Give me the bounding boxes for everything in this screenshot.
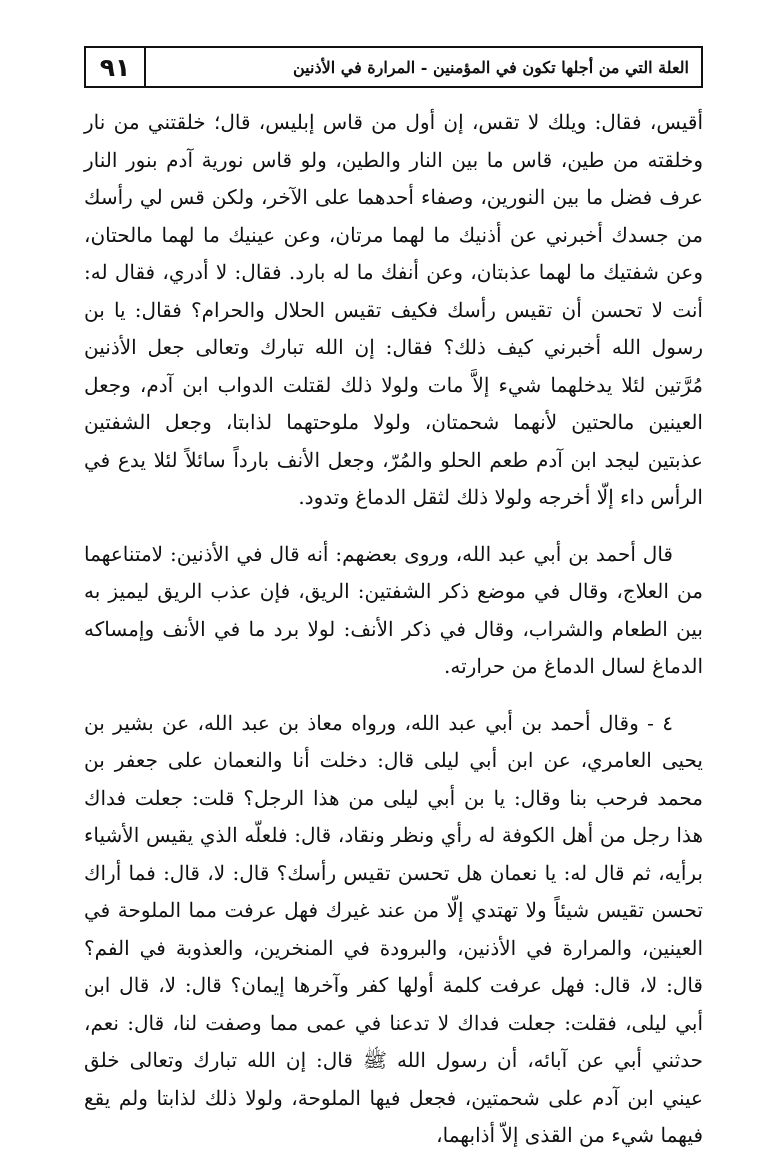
paragraph-3: ٤ - وقال أحمد بن أبي عبد الله، ورواه معاذ بن عبد الله، عن بشير بن يحيى العامري، عن ابن أبي ليلى قال: دخلت أنا والنعمان على جعفر بن محمد فرحب بنا وقال: يا بن أبي ليلى من هذا الرجل؟ قلت: جعلت فداك هذا رجل من أهل الكوفة له رأي ونظر ونقاد، قال: فلعلّه الذي يقيس الأشياء برأيه، ثم قال له: يا نعمان هل تحسن تقيس رأسك؟ قال: لا، قال: فما أراك تحسن تقيس شيئاً ولا تهتدي إلّا من عند غيرك فهل عرفت مما الملوحة في العينين، والمرارة في الأذنين، والبرودة في المنخرين، والعذوبة في الفم؟ قال: لا، قال: فهل عرفت كلمة أولها كفر وآخرها إيمان؟ قال: لا، قال ابن أبي ليلى، فقلت: جعلت فداك لا تدعنا في عمى مما وصفت لنا، قال: نعم، حدثني أبي عن آبائه، أن رسول الله ﷺ قال: إن الله تبارك وتعالى خلق عيني ابن آدم على شحمتين، فجعل فيها الملوحة، ولولا ذلك لذابتا ولم يقع فيهما شيء من القذى إلاّ أذابهما، [84,710,703,1147]
paragraph-2: قال أحمد بن أبي عبد الله، وروى بعضهم: أنه قال في الأذنين: لامتناعهما من العلاج، وقال في موضع ذكر الشفتين: الريق، فإن عذب الريق ليميز به بين الطعام والشراب، وقال في ذكر الأنف: لولا برد ما في الأنف وإمساكه الدماغ لسال الدماغ من حرارته. [84,541,703,678]
running-title: العلة التي من أجلها تكون في المؤمنين - المرارة في الأذنين [293,57,689,77]
body-text [84,104,703,1155]
paragraph-1: أقيس، فقال: ويلك لا تقس، إن أول من قاس إبليس، قال؛ خلقتني من نار وخلقته من طين، قاس ما بين النار والطين، ولو قاس نورية آدم بنور النار عرف فضل ما بين النورين، وصفاء أحدهما على الآخر، ولكن قس لي رأسك من جسدك أخبرني عن أذنيك ما لهما مرتان، وعن عينيك ما لهما مالحتان، وعن شفتيك ما لهما عذبتان، وعن أنفك ما له بارد. فقال: لا أدري، فقال له: أنت لا تحسن أن تقيس رأسك فكيف تقيس الحلال والحرام؟ فقال: يا بن رسول الله أخبرني كيف ذلك؟ فقال: إن الله تبارك وتعالى جعل الأذنين مُرَّتين لئلا يدخلهما شيء إلاَّ مات ولولا ذلك لقتلت الدواب ابن آدم، وجعل العينين مالحتين لأنهما شحمتان، ولولا ملوحتهما لذابتا، وجعل الشفتين عذبتين ليجد ابن آدم طعم الحلو والمُرّ، وجعل الأنف بارداً سائلاً لئلا يدع في الرأس داء إلّا أخرجه ولولا ذلك لثقل الدماغ وتدود. [84,110,704,509]
page-header [84,46,703,88]
page-number: ٩١ [86,48,146,86]
